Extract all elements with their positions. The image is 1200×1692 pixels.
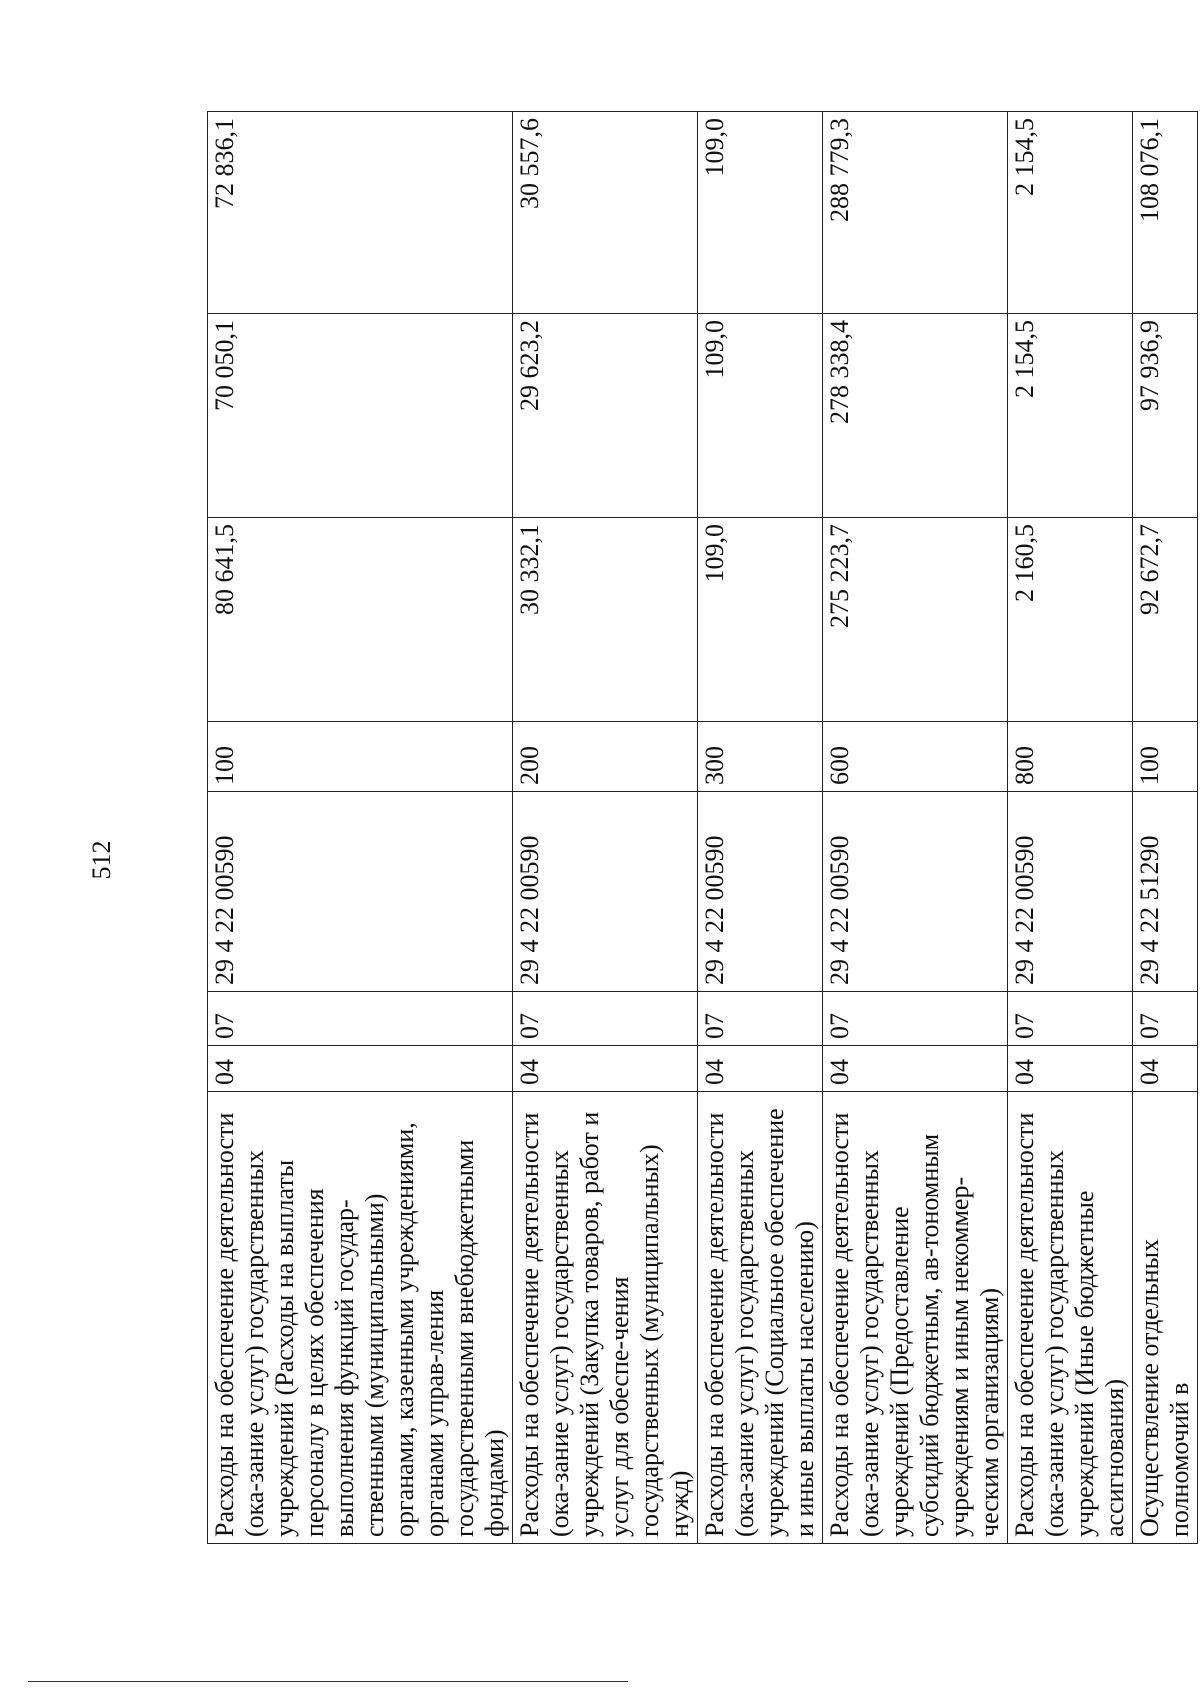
section-code: 04	[513, 1046, 698, 1092]
subsection-code: 07	[823, 992, 1008, 1046]
table-row	[698, 112, 823, 1544]
amount-year-3: 30 557,6	[513, 112, 698, 314]
section-code: 04	[823, 1046, 1008, 1092]
amount-year-2: 109,0	[698, 314, 823, 518]
amount-year-1: 30 332,1	[513, 518, 698, 722]
section-code: 04	[208, 1046, 513, 1092]
amount-year-2: 70 050,1	[208, 314, 513, 518]
page-number: 512	[87, 840, 116, 880]
amount-year-3: 2 154,5	[1008, 112, 1133, 314]
table-row	[208, 112, 513, 1544]
target-article-code: 29 4 22 00590	[208, 792, 513, 992]
subsection-code: 07	[513, 992, 698, 1046]
table-row	[513, 112, 698, 1544]
table-row	[1008, 112, 1133, 1544]
expense-type-code: 600	[823, 722, 1008, 792]
subsection-code: 07	[208, 992, 513, 1046]
amount-year-1: 109,0	[698, 518, 823, 722]
table-row	[1133, 112, 1198, 1544]
subsection-code: 07	[1008, 992, 1133, 1046]
target-article-code: 29 4 22 00590	[823, 792, 1008, 992]
expense-type-code: 100	[208, 722, 513, 792]
expense-type-code: 300	[698, 722, 823, 792]
section-code: 04	[698, 1046, 823, 1092]
amount-year-1: 92 672,7	[1133, 518, 1198, 722]
budget-table	[207, 111, 1198, 1544]
rotated-page-content	[207, 112, 1194, 1544]
expense-type-code: 200	[513, 722, 698, 792]
amount-year-2: 278 338,4	[823, 314, 1008, 518]
expense-description: Расходы на обеспечение деятельности (ока-зание услуг) государственных учреждений (Закупка товаров, работ и услуг для обеспе-чения государственных (муниципальных) нужд)	[513, 1092, 698, 1544]
amount-year-2: 97 936,9	[1133, 314, 1198, 518]
amount-year-3: 108 076,1	[1133, 112, 1198, 314]
expense-description: Расходы на обеспечение деятельности (ока-зание услуг) государственных учреждений (Социальное обеспечение и иные выплаты населению)	[698, 1092, 823, 1544]
expense-type-code: 800	[1008, 722, 1133, 792]
amount-year-1: 2 160,5	[1008, 518, 1133, 722]
target-article-code: 29 4 22 00590	[513, 792, 698, 992]
subsection-code: 07	[698, 992, 823, 1046]
expense-description: Расходы на обеспечение деятельности (ока-зание услуг) государственных учреждений (Расходы на выплаты персоналу в целях обеспечения выполнения функций государ-ственными (муниципальными) органами, казенными учреждениями, органами управ-ления государственными внебюджетными фондами)	[208, 1092, 513, 1544]
target-article-code: 29 4 22 00590	[1008, 792, 1133, 992]
expense-description: Осуществление отдельных полномочий в	[1133, 1092, 1198, 1544]
target-article-code: 29 4 22 00590	[698, 792, 823, 992]
expense-description: Расходы на обеспечение деятельности (ока-зание услуг) государственных учреждений (Предоставление субсидий бюджетным, ав-тономным учреждениям и иным некоммер-ческим организациям)	[823, 1092, 1008, 1544]
section-code: 04	[1008, 1046, 1133, 1092]
amount-year-3: 72 836,1	[208, 112, 513, 314]
amount-year-2: 2 154,5	[1008, 314, 1133, 518]
amount-year-2: 29 623,2	[513, 314, 698, 518]
bottom-rule	[28, 1681, 628, 1682]
amount-year-3: 288 779,3	[823, 112, 1008, 314]
amount-year-1: 80 641,5	[208, 518, 513, 722]
subsection-code: 07	[1133, 992, 1198, 1046]
expense-type-code: 100	[1133, 722, 1198, 792]
section-code: 04	[1133, 1046, 1198, 1092]
expense-description: Расходы на обеспечение деятельности (ока-зание услуг) государственных учреждений (Иные бюджетные ассигнования)	[1008, 1092, 1133, 1544]
target-article-code: 29 4 22 51290	[1133, 792, 1198, 992]
amount-year-3: 109,0	[698, 112, 823, 314]
amount-year-1: 275 223,7	[823, 518, 1008, 722]
table-row	[823, 112, 1008, 1544]
